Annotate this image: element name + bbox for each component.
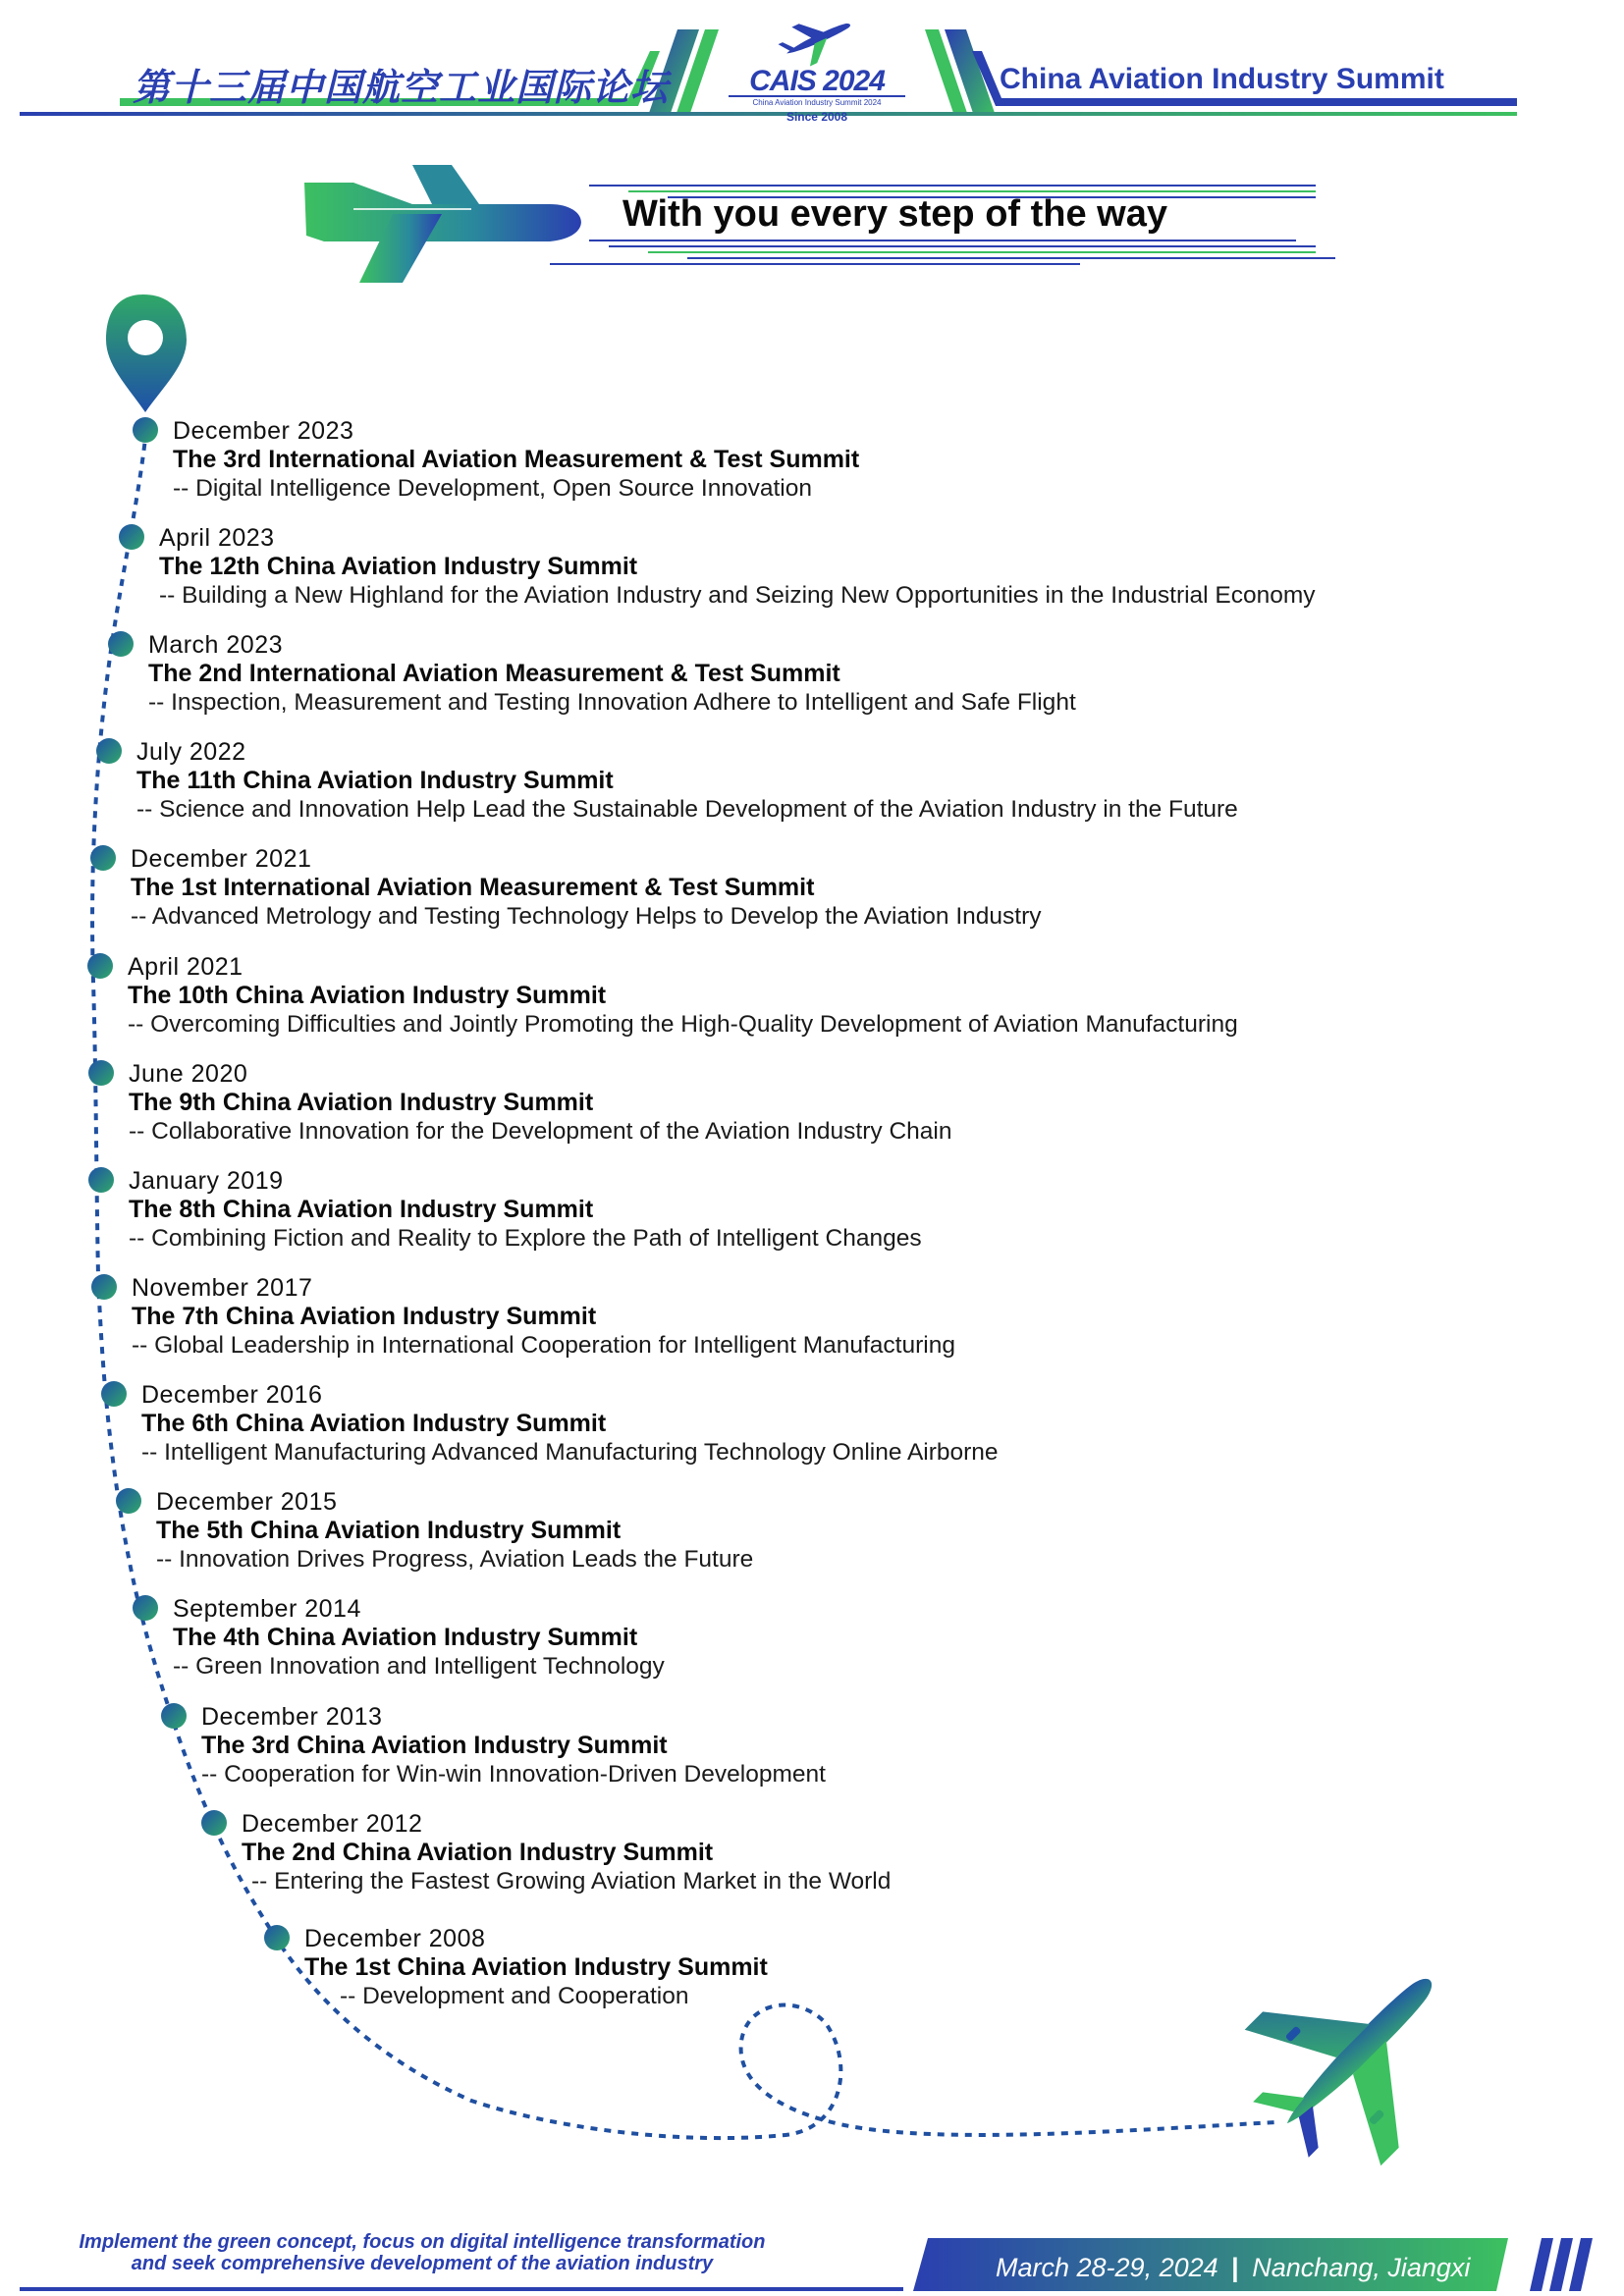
timeline-dot	[264, 1925, 290, 1950]
timeline-entry	[128, 952, 1238, 1039]
entry-theme: -- Green Innovation and Intelligent Technology	[173, 1653, 665, 1680]
timeline-dot	[91, 1274, 117, 1300]
entry-title: The 12th China Aviation Industry Summit	[159, 553, 638, 580]
entry-title: The 4th China Aviation Industry Summit	[173, 1624, 638, 1651]
footer-slogan-line2: and seek comprehensive development of the aviation industry	[131, 2253, 714, 2274]
entry-theme: -- Building a New Highland for the Aviation Industry and Seizing New Opportunities in the Industrial Economy	[159, 582, 1316, 609]
timeline-dot	[90, 845, 116, 871]
timeline-entry	[159, 523, 1316, 610]
entry-date: December 2012	[242, 1810, 423, 1838]
entry-title: The 1st China Aviation Industry Summit	[304, 1953, 768, 1981]
timeline-entry	[242, 1809, 891, 1896]
entry-theme: -- Innovation Drives Progress, Aviation Leads the Future	[156, 1546, 754, 1573]
entry-title: The 1st International Aviation Measurement & Test Summit	[131, 874, 815, 901]
timeline-dot	[201, 1810, 227, 1836]
timeline-entry	[141, 1380, 999, 1467]
entry-date: July 2022	[136, 738, 246, 766]
timeline-dot	[101, 1381, 127, 1407]
timeline-entry	[201, 1702, 826, 1789]
entry-title: The 7th China Aviation Industry Summit	[132, 1303, 597, 1330]
logo-since: Since 2008	[785, 110, 848, 124]
entry-date: January 2019	[129, 1167, 284, 1195]
entry-date: September 2014	[173, 1595, 361, 1623]
entry-theme: -- Combining Fiction and Reality to Explore the Path of Intelligent Changes	[129, 1225, 922, 1252]
entry-title: The 5th China Aviation Industry Summit	[156, 1517, 622, 1544]
entry-title: The 9th China Aviation Industry Summit	[129, 1089, 594, 1116]
entry-title: The 10th China Aviation Industry Summit	[128, 982, 607, 1009]
cais-logo: CAIS 2024	[749, 65, 885, 97]
entry-date: December 2021	[131, 845, 312, 873]
entry-title: The 6th China Aviation Industry Summit	[141, 1410, 607, 1437]
timeline-entry	[173, 1594, 665, 1681]
entry-theme: -- Intelligent Manufacturing Advanced Manufacturing Technology Online Airborne	[141, 1439, 999, 1466]
entry-theme: -- Cooperation for Win-win Innovation-Driven Development	[201, 1761, 826, 1788]
entry-date: December 2008	[304, 1925, 486, 1952]
footer-slogan-line1: Implement the green concept, focus on digital intelligence transformation	[79, 2231, 766, 2253]
entry-title: The 11th China Aviation Industry Summit	[136, 767, 614, 794]
entry-theme: -- Overcoming Difficulties and Jointly Promoting the High-Quality Development of Aviation Manufacturing	[128, 1011, 1238, 1038]
footer-stripe	[1530, 2238, 1553, 2291]
footer-event-date: March 28-29, 2024	[996, 2253, 1218, 2282]
footer-event-info	[996, 2253, 1470, 2283]
header-chinese-title: 第十三届中国航空工业国际论坛	[133, 66, 670, 109]
timeline-entry	[132, 1273, 955, 1360]
timeline-entry	[136, 737, 1238, 824]
entry-date: April 2021	[128, 953, 244, 981]
timeline-entry	[156, 1487, 753, 1574]
entry-theme: -- Digital Intelligence Development, Open Source Innovation	[173, 475, 812, 502]
timeline-dot	[88, 1167, 114, 1193]
timeline-dot	[88, 1060, 114, 1086]
entry-date: December 2013	[201, 1703, 383, 1731]
footer-line	[20, 2287, 903, 2291]
timeline-dot	[161, 1703, 187, 1729]
entry-title: The 2nd International Aviation Measurement & Test Summit	[148, 660, 840, 687]
entry-date: December 2015	[156, 1488, 338, 1516]
entry-date: November 2017	[132, 1274, 313, 1302]
timeline-entry	[129, 1059, 951, 1146]
logo-subtitle: China Aviation Industry Summit 2024	[752, 98, 882, 107]
entry-date: December 2016	[141, 1381, 323, 1409]
timeline-dot	[96, 738, 122, 764]
entry-title: The 3rd China Aviation Industry Summit	[201, 1732, 668, 1759]
timeline-entry	[148, 630, 1076, 717]
timeline-entry	[304, 1924, 768, 2010]
timeline-dot	[87, 953, 113, 979]
header-english-title: China Aviation Industry Summit	[1000, 63, 1444, 95]
timeline-entry	[131, 844, 1041, 931]
entry-date: June 2020	[129, 1060, 248, 1088]
banner-tagline: With you every step of the way	[623, 193, 1168, 235]
entry-theme: -- Entering the Fastest Growing Aviation Market in the World	[251, 1868, 892, 1895]
timeline-dot	[133, 1595, 158, 1621]
timeline-dot	[116, 1488, 141, 1514]
entry-theme: -- Development and Cooperation	[340, 1983, 689, 2009]
entry-theme: -- Inspection, Measurement and Testing Innovation Adhere to Intelligent and Safe Flight	[148, 689, 1076, 716]
location-pin-icon	[106, 294, 187, 412]
entry-date: December 2023	[173, 417, 354, 445]
footer-stripe	[1569, 2238, 1593, 2291]
entry-date: March 2023	[148, 631, 284, 659]
big-plane-icon	[1213, 1912, 1498, 2198]
timeline-dot	[108, 631, 134, 657]
entry-title: The 8th China Aviation Industry Summit	[129, 1196, 594, 1223]
timeline-dot	[133, 417, 158, 443]
timeline-dot	[119, 524, 144, 550]
footer-divider: |	[1231, 2253, 1239, 2282]
footer-stripe	[1549, 2238, 1573, 2291]
footer-slogan	[39, 2231, 805, 2274]
timeline-entry	[173, 416, 859, 503]
entry-theme: -- Global Leadership in International Cooperation for Intelligent Manufacturing	[132, 1332, 955, 1359]
footer-event-location: Nanchang, Jiangxi	[1252, 2253, 1471, 2282]
entry-theme: -- Science and Innovation Help Lead the Sustainable Development of the Aviation Industry in the Future	[136, 796, 1238, 823]
timeline-entry	[129, 1166, 922, 1253]
entry-title: The 3rd International Aviation Measurement & Test Summit	[173, 446, 860, 473]
entry-theme: -- Collaborative Innovation for the Development of the Aviation Industry Chain	[129, 1118, 952, 1145]
entry-theme: -- Advanced Metrology and Testing Technology Helps to Develop the Aviation Industry	[131, 903, 1042, 930]
entry-date: April 2023	[159, 524, 275, 552]
entry-title: The 2nd China Aviation Industry Summit	[242, 1839, 714, 1866]
